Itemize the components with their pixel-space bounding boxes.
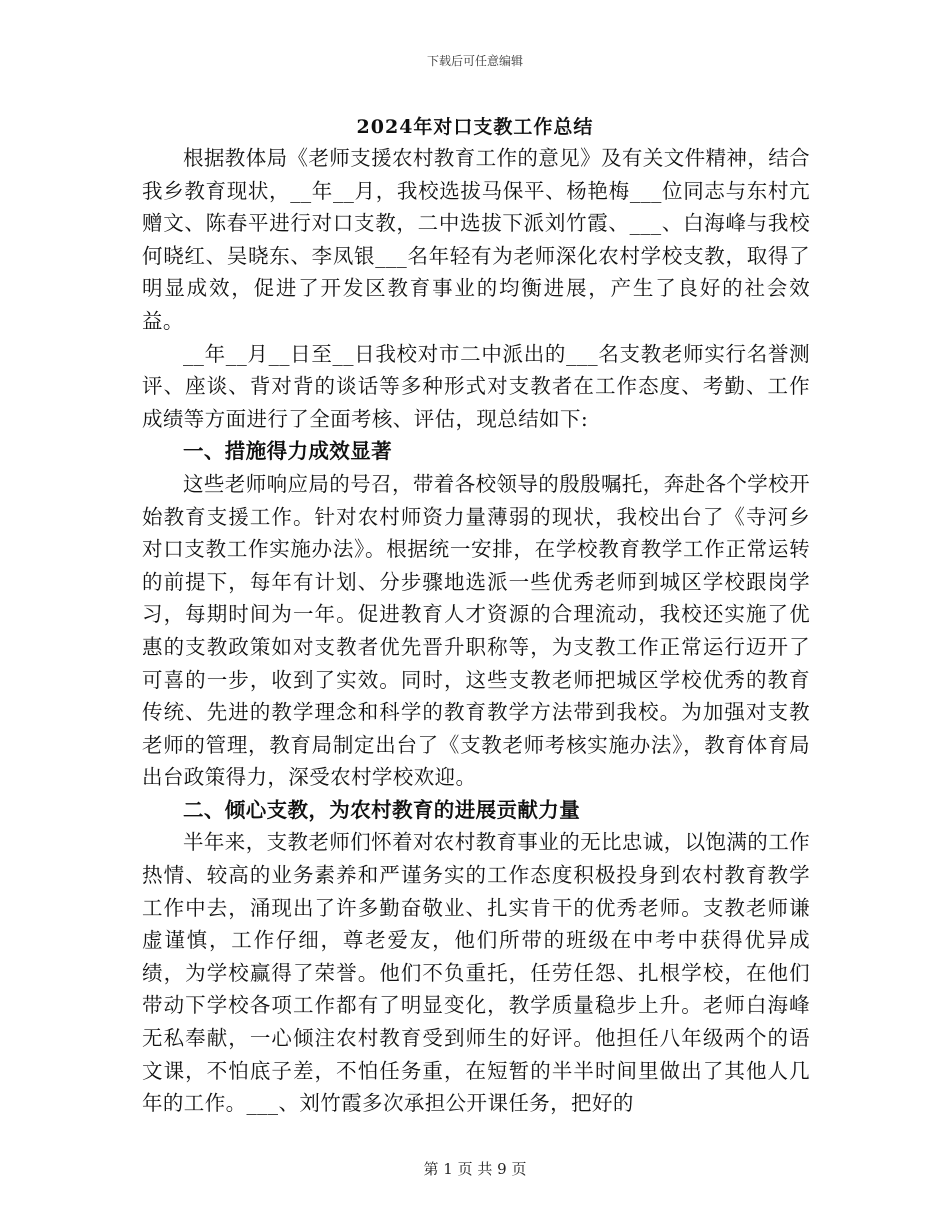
header-note: 下载后可任意编辑 <box>426 54 523 68</box>
document-body <box>142 142 810 1120</box>
section-2-heading: 二、倾心支教，为农村教育的进展贡献力量 <box>183 797 581 822</box>
section-2-paragraph: 半年来，支教老师们怀着对农村教育事业的无比忠诚，以饱满的工作热情、较高的业务素养和严谨务实的工作态度积极投身到农村教育教学工作中去，涌现出了许多勤奋敬业、扎实肯干的优秀老师。支教老师谦虚谨慎，工作仔细，尊老爱友，他们所带的班级在中考中获得优异成绩，为学校赢得了荣誉。他们不负重托，任劳任怨、扎根学校，在他们带动下学校各项工作都有了明显变化，教学质量稳步上升。老师白海峰无私奉献，一心倾注农村教育受到师生的好评。他担任八年级两个的语文课，不怕底子差，不怕任务重，在短暂的半半时间里做出了其他人几年的工作。___、刘竹霞多次承担公开课任务，把好的 <box>142 830 810 1116</box>
page-footer: 第 1 页 共 9 页 <box>423 1160 527 1178</box>
document-title: 2024年对口支教工作总结 <box>356 116 594 138</box>
section-1-heading: 一、措施得力成效显著 <box>183 439 392 464</box>
intro-paragraph-1: 根据教体局《老师支援农村教育工作的意见》及有关文件精神，结合我乡教育现状，__年__月，我校选拔马保平、杨艳梅___位同志与东村亢赠文、陈春平进行对口支教，二中选拔下派刘竹霞、___、白海峰与我校何晓红、吴晓东、李凤银___名年轻有为老师深化农村学校支教，取得了明显成效，促进了开发区教育事业的均衡进展，产生了良好的社会效益。 <box>142 146 810 333</box>
section-1-paragraph: 这些老师响应局的号召，带着各校领导的殷殷嘱托，奔赴各个学校开始教育支援工作。针对农村师资力量薄弱的现状，我校出台了《寺河乡对口支教工作实施办法》。根据统一安排，在学校教育教学工作正常运转的前提下，每年有计划、分步骤地选派一些优秀老师到城区学校跟岗学习，每期时间为一年。促进教育人才资源的合理流动，我校还实施了优惠的支教政策如对支教者优先晋升职称等，为支教工作正常运行迈开了可喜的一步，收到了实效。同时，这些支教老师把城区学校优秀的教育传统、先进的教学理念和科学的教育教学方法带到我校。为加强对支教老师的管理，教育局制定出台了《支教老师考核实施办法》，教育体育局出台政策得力，深受农村学校欢迎。 <box>142 471 810 790</box>
intro-paragraph-2: __年__月__日至__日我校对市二中派出的___名支教老师实行名誉测评、座谈、背对背的谈话等多种形式对支教者在工作态度、考勤、工作成绩等方面进行了全面考核、评估，现总结如下: <box>142 341 810 431</box>
